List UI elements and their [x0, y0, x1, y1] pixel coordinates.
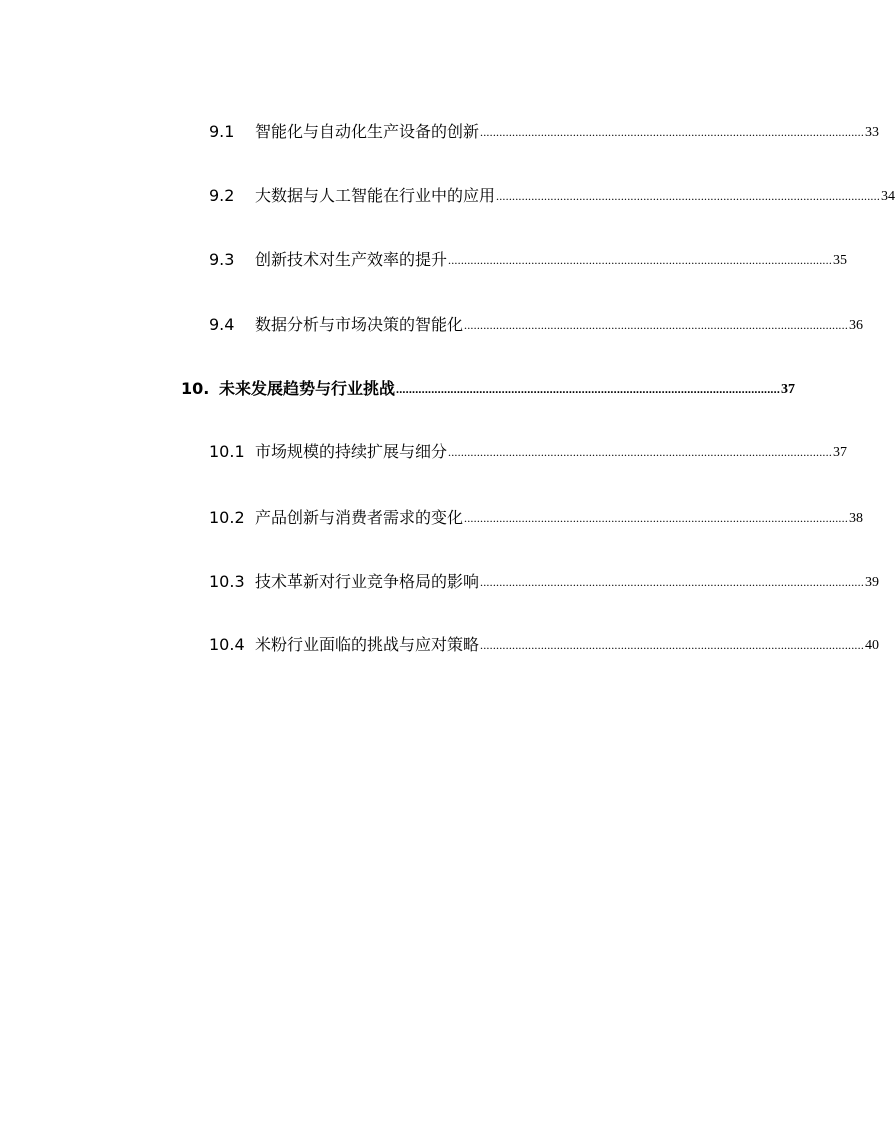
toc-entry-9-3[interactable] — [209, 246, 848, 270]
toc-entry-title: 数据分析与市场决策的智能化 — [255, 315, 464, 334]
toc-dot-leader: ........................................................................................................................ — [496, 189, 881, 203]
toc-entry-title: 米粉行业面临的挑战与应对策略 — [255, 635, 480, 654]
toc-entry-page: 39 — [865, 575, 880, 590]
toc-entry-number: 9.4 — [209, 315, 235, 334]
toc-entry-number: 9.3 — [209, 250, 235, 269]
toc-entry-number: 9.2 — [209, 186, 235, 205]
toc-entry-10[interactable] — [181, 375, 796, 399]
toc-entry-title: 创新技术对生产效率的提升 — [255, 250, 448, 269]
toc-entry-title: 未来发展趋势与行业挑战 — [219, 379, 396, 398]
toc-entry-number: 9.1 — [209, 122, 235, 141]
toc-dot-leader: ........................................................................................................................ — [448, 253, 833, 267]
toc-entry-number: 10.1 — [209, 442, 245, 461]
toc-dot-leader: ........................................................................................................................ — [396, 382, 781, 396]
toc-entry-page: 36 — [849, 318, 864, 333]
toc-entry-number: 10. — [181, 379, 210, 398]
toc-entry-10-2[interactable] — [209, 504, 864, 528]
toc-entry-10-3[interactable] — [209, 568, 880, 592]
toc-entry-page: 37 — [833, 445, 848, 460]
toc-entry-9-2[interactable] — [209, 182, 895, 206]
toc-entry-page: 33 — [865, 125, 880, 140]
toc-entry-page: 37 — [781, 382, 796, 397]
toc-entry-number: 10.4 — [209, 635, 245, 654]
toc-entry-10-1[interactable] — [209, 438, 848, 462]
toc-entry-page: 38 — [849, 511, 864, 526]
toc-entry-page: 35 — [833, 253, 848, 268]
toc-dot-leader: ........................................................................................................................ — [448, 445, 833, 459]
toc-entry-page: 40 — [865, 638, 880, 653]
toc-dot-leader: ........................................................................................................................ — [464, 318, 849, 332]
toc-entry-title: 大数据与人工智能在行业中的应用 — [255, 186, 496, 205]
toc-entry-title: 智能化与自动化生产设备的创新 — [255, 122, 480, 141]
toc-entry-10-4[interactable] — [209, 631, 880, 655]
toc-entry-9-4[interactable] — [209, 311, 864, 335]
toc-dot-leader: ........................................................................................................................ — [464, 511, 849, 525]
toc-entry-title: 市场规模的持续扩展与细分 — [255, 442, 448, 461]
toc-entry-page: 34 — [881, 189, 895, 204]
toc-dot-leader: ........................................................................................................................ — [480, 125, 865, 139]
toc-dot-leader: ........................................................................................................................ — [480, 575, 865, 589]
toc-entry-number: 10.3 — [209, 572, 245, 591]
toc-entry-title: 技术革新对行业竞争格局的影响 — [255, 572, 480, 591]
toc-dot-leader: ........................................................................................................................ — [480, 638, 865, 652]
toc-entry-title: 产品创新与消费者需求的变化 — [255, 508, 464, 527]
toc-entry-number: 10.2 — [209, 508, 245, 527]
toc-entry-9-1[interactable] — [209, 118, 880, 142]
